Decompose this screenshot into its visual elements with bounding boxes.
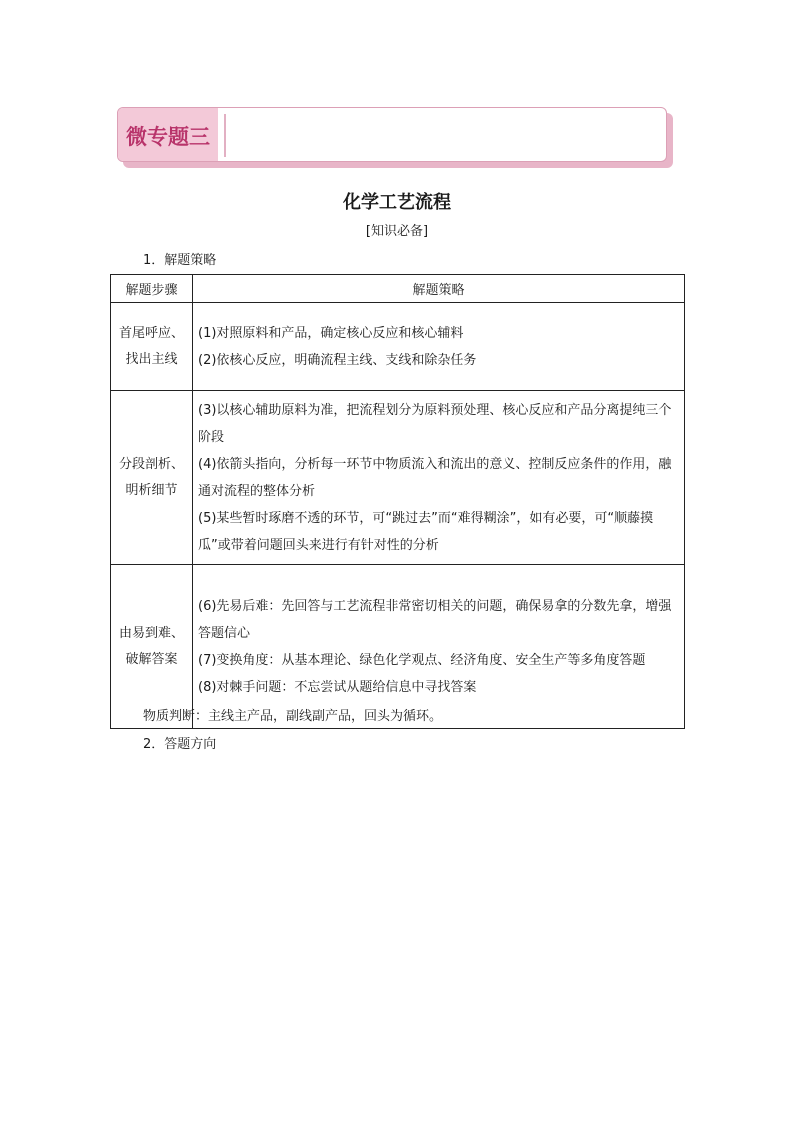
banner-divider [224, 114, 226, 157]
strategy-item: (4)依箭头指向，分析每一环节中物质流入和流出的意义、控制反应条件的作用，融通对流程的整体分析 [198, 456, 672, 499]
table-header-row [111, 275, 685, 303]
page-title: 化学工艺流程 [343, 192, 451, 213]
banner-label: 微专题三 [118, 108, 218, 162]
strategy-item: (5)某些暂时琢磨不透的环节，可“跳过去”而“难得糊涂”，如有必要，可“顺藤摸瓜”或带着问题回头来进行有针对性的分析 [198, 510, 654, 553]
step-cell [111, 303, 193, 391]
banner-box [117, 107, 667, 162]
strategy-cell [193, 565, 685, 729]
section-heading-1: 1．解题策略 [143, 253, 217, 268]
table-row [111, 303, 685, 391]
step-line: 破解答案 [125, 651, 178, 667]
strategy-item: (6)先易后难：先回答与工艺流程非常密切相关的问题，确保易拿的分数先拿，增强答题信心 [198, 598, 672, 641]
substance-note: 物质判断：主线主产品，副线副产品，回头为循环。 [143, 709, 443, 724]
table-row [111, 565, 685, 729]
step-line: 找出主线 [125, 351, 178, 367]
step-line: 首尾呼应、 [118, 325, 184, 341]
strategy-item: (8)对棘手问题：不忘尝试从题给信息中寻找答案 [198, 679, 477, 695]
strategy-item: (7)变换角度：从基本理论、绿色化学观点、经济角度、安全生产等多角度答题 [198, 652, 646, 668]
table-row [111, 391, 685, 565]
strategy-table [110, 274, 685, 729]
header-strategy: 解题策略 [193, 275, 685, 303]
topic-banner [117, 107, 673, 168]
step-cell [111, 391, 193, 565]
step-line: 分段剖析、 [118, 456, 184, 472]
strategy-cell [193, 391, 685, 565]
strategy-item: (3)以核心辅助原料为准，把流程划分为原料预处理、核心反应和产品分离提纯三个阶段 [198, 402, 672, 445]
page-subtitle: [知识必备] [365, 224, 429, 239]
strategy-item: (2)依核心反应，明确流程主线、支线和除杂任务 [198, 352, 477, 368]
step-line: 由易到难、 [118, 625, 184, 641]
step-cell [111, 565, 193, 729]
strategy-item: (1)对照原料和产品，确定核心反应和核心辅料 [198, 325, 464, 341]
section-heading-2: 2．答题方向 [143, 737, 217, 752]
header-step: 解题步骤 [111, 275, 193, 303]
strategy-cell [193, 303, 685, 391]
step-line: 明析细节 [125, 482, 178, 498]
